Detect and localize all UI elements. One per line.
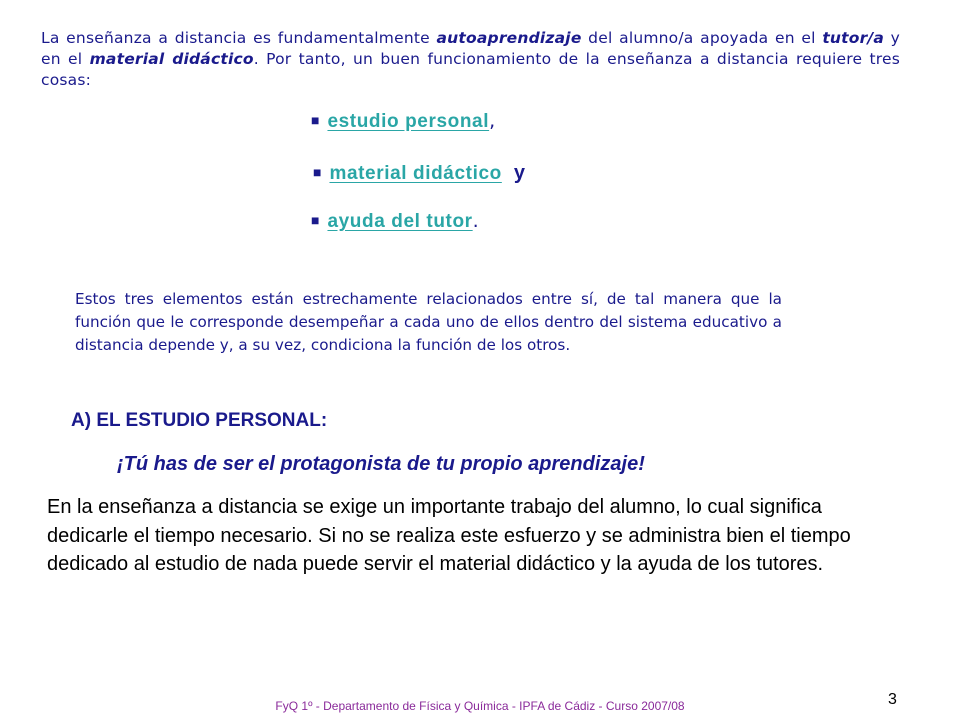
square-bullet-icon: ■ xyxy=(311,112,320,128)
square-bullet-icon: ■ xyxy=(311,212,320,228)
bullet-tail: y xyxy=(513,162,525,184)
bullet-tail: , xyxy=(489,110,496,132)
bullet-material-didactico xyxy=(313,162,525,185)
body-paragraph: En la enseñanza a distancia se exige un importante trabajo del alumno, lo cual significa dedicarle el tiempo necesario. Si no se realiza este esfuerzo y se administra bien el tiempo dedicado al estudio de nada puede servir el material didáctico y la ayuda de los tutores. xyxy=(47,496,851,575)
intro-text-2: del alumno/a apoyada en el xyxy=(581,29,823,47)
bullet-tail: . xyxy=(472,210,479,232)
intro-emphasis-tutor: tutor/a xyxy=(822,29,884,47)
link-material-didactico[interactable]: material didáctico xyxy=(329,163,502,184)
intro-emphasis-material: material didáctico xyxy=(89,50,254,68)
motto: ¡Tú has de ser el protagonista de tu propio aprendizaje! xyxy=(117,453,645,475)
intro-text-4: . Por tanto, un buen funcionamiento de la enseñanza a distancia requiere tres cosas: xyxy=(41,50,901,89)
intro-text-3: y en el xyxy=(41,29,901,68)
link-estudio-personal[interactable]: estudio personal xyxy=(327,111,490,132)
link-ayuda-tutor[interactable]: ayuda del tutor xyxy=(327,211,473,232)
intro-paragraph xyxy=(41,28,900,91)
intro-emphasis-autoaprendizaje: autoaprendizaje xyxy=(436,29,582,47)
relationship-paragraph: Estos tres elementos están estrechamente relacionados entre sí, de tal manera que la función que le corresponde desempeñar a cada uno de ellos dentro del sistema educativo a distancia depende y, a su vez, condiciona la función de los otros. xyxy=(75,290,782,354)
footer: FyQ 1º - Departamento de Física y Química - IPFA de Cádiz - Curso 2007/08 xyxy=(275,699,685,713)
bullet-ayuda-tutor xyxy=(311,210,479,233)
bullet-estudio-personal xyxy=(311,110,495,133)
intro-text-1: La enseñanza a distancia es fundamentalmente xyxy=(41,29,437,47)
page-number: 3 xyxy=(888,691,897,708)
section-heading: A) EL ESTUDIO PERSONAL: xyxy=(71,410,328,431)
square-bullet-icon: ■ xyxy=(313,164,322,180)
